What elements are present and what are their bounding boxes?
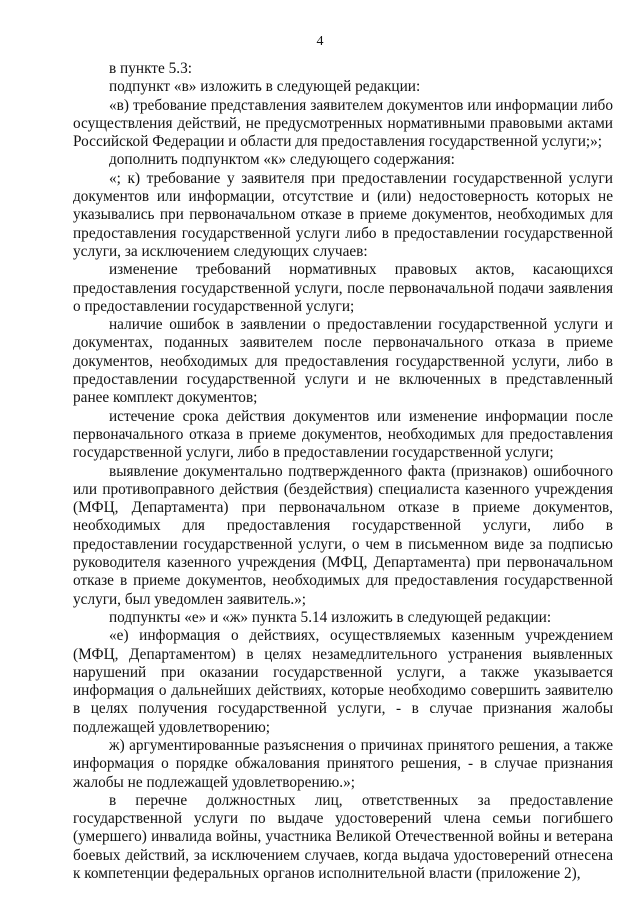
paragraph-subpoint-v-intro: подпункт «в» изложить в следующей редакции: <box>109 78 421 96</box>
paragraph-subpoint-zh-text: ж) аргументированные разъяснения о причинах принятого решения, а также информация о порядке обжалования принятого решения, - в случае признания жалобы не подлежащей удовлетворению.»; <box>73 736 613 791</box>
paragraph-officials-list: в перечне должностных лиц, ответственных за предоставление государственной услуги по выдаче удостоверений члена семьи погибшего (умершего) инвалида войны, участника Великой Отечественной войны и ветерана боевых действий, за исключением случаев, когда выдача удостоверений отнесена к компетенции федеральных органов исполнительной власти (приложение 2), <box>73 791 613 883</box>
paragraph-subpoint-k-text: «; к) требование у заявителя при предоставлении государственной услуги документов или информации, отсутствие и (или) недостоверность которых не указывались при первоначальном отказе в приеме документов, необходимых для предоставления государственной услуги либо в предоставлении государственной услуги, за исключением следующих случаев: <box>73 169 613 260</box>
paragraph-case-errors: наличие ошибок в заявлении о предоставлении государственной услуги и документах, поданных заявителем после первоначального отказа в приеме документов, необходимых для предоставления государственной услуги, либо в предоставлении государственной услуги и не включенных в представленный ранее комплект документов; <box>73 316 613 407</box>
paragraph-add-subpoint-k: дополнить подпунктом «к» следующего содержания: <box>109 151 455 169</box>
paragraph-case-wrongful-action: выявление документально подтвержденного факта (признаков) ошибочного или противоправного действия (бездействия) специалиста казенного учреждения (МФЦ, Департамента) при первоначальном отказе в приеме документов, необходимых для предоставления государственной услуги, либо в предоставлении государственной услуги, о чем в письменном виде за подписью руководителя казенного учреждения (МФЦ, Департамента) при первоначальном отказе в приеме документов, необходимых для предоставления государственной услуги, был уведомлен заявитель.»; <box>73 462 613 608</box>
paragraph-section-5-3: в пункте 5.3: <box>109 60 192 77</box>
document-body <box>73 60 613 883</box>
paragraph-case-expiry: истечение срока действия документов или изменение информации после первоначального отказа в приеме документов, необходимых для предоставления государственной услуги, либо в предоставлении государственной услуги; <box>73 407 613 462</box>
paragraph-subpoint-v-text: «в) требование представления заявителем документов или информации либо осуществления действий, не предусмотренных нормативными правовыми актами Российской Федерации и области для предоставления государственной услуги;»; <box>73 96 613 151</box>
paragraph-subpoint-e-text: «е) информация о действиях, осуществляемых казенным учреждением (МФЦ, Департаментом) в целях незамедлительного устранения выявленных нарушений при оказании государственной услуги, а также указывается информация о дальнейших действиях, которые необходимо совершить заявителю в целях получения государственной услуги, - в случае признания жалобы подлежащей удовлетворению; <box>73 627 613 736</box>
paragraph-case-requirements-change: изменение требований нормативных правовых актов, касающихся предоставления государственной услуги, после первоначальной подачи заявления о предоставлении государственной услуги; <box>73 261 613 315</box>
page-number: 4 <box>316 34 324 49</box>
paragraph-subpoints-e-zh-intro: подпункты «е» и «ж» пункта 5.14 изложить в следующей редакции: <box>109 608 552 626</box>
